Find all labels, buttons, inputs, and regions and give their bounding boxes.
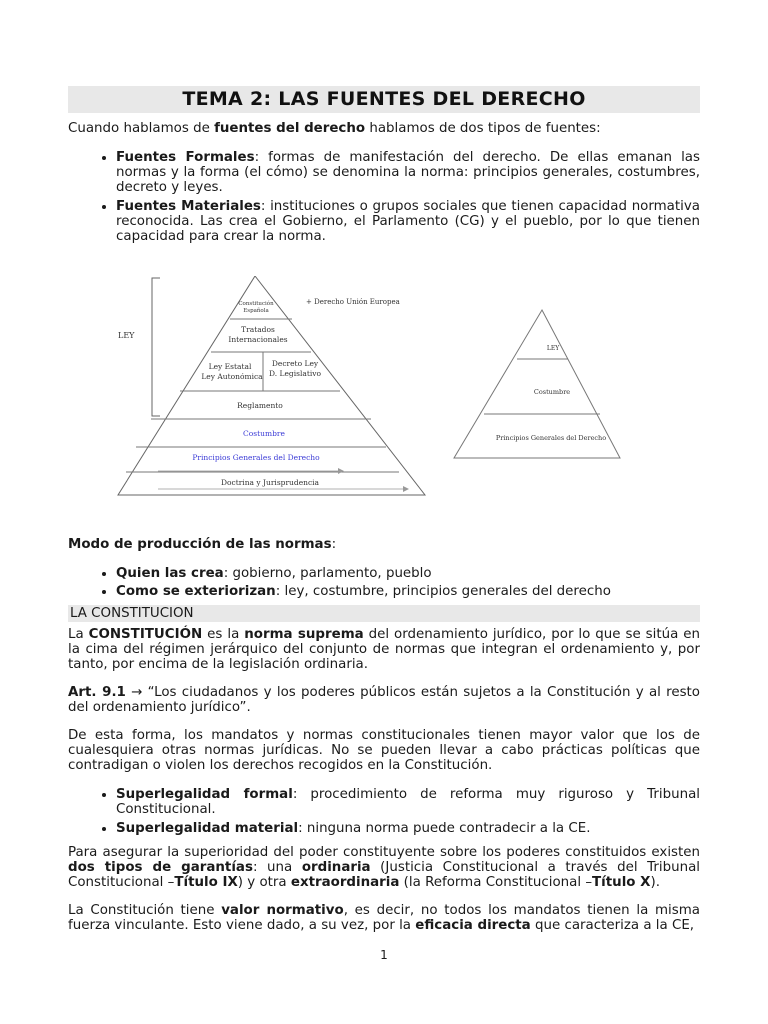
constitucion-paragraph-2: Art. 9.1 → “Los ciudadanos y los poderes públicos están sujetos a la Constitución y al resto del ordenamiento jurídico”. bbox=[68, 685, 700, 715]
list-item bbox=[116, 584, 700, 599]
level-principios: Principios Generales del Derecho bbox=[495, 434, 607, 442]
page-number: 1 bbox=[380, 948, 388, 962]
modo-heading-term: Modo de producción de las normas bbox=[68, 537, 332, 552]
document-page bbox=[68, 86, 700, 933]
constitucion-paragraph-5: La Constitución tiene valor normativo, es decir, no todos los mandatos tienen la misma fuerza vinculante. Esto viene dado, a su vez, por la eficacia directa que caracteriza a la CE, bbox=[68, 903, 700, 933]
term-norma-suprema: norma suprema bbox=[244, 627, 364, 642]
constitucion-paragraph-1: La CONSTITUCIÓN es la norma suprema del ordenamiento jurídico, por lo que se sitúa en la cima del régimen jerárquico del conjunto de normas que integran el ordenamiento y, por tanto, por encima de la legislación ordinaria. bbox=[68, 627, 700, 672]
list-item-text: : gobierno, parlamento, pueblo bbox=[223, 566, 432, 581]
pyramid-left bbox=[118, 276, 425, 495]
list-item-text: : ninguna norma puede contradecir a la CE. bbox=[298, 821, 591, 836]
intro-paragraph bbox=[68, 121, 700, 136]
list-item bbox=[116, 150, 700, 195]
level-tratados-2: Internacionales bbox=[228, 335, 288, 344]
list-item bbox=[116, 199, 700, 244]
list-item-term: Quien las crea bbox=[116, 566, 224, 581]
level-constitucion: Constitución bbox=[238, 301, 274, 307]
list-item-term: Superlegalidad material bbox=[116, 821, 299, 836]
level-reglamento: Reglamento bbox=[237, 401, 283, 410]
level-doctrina: Doctrina y Jurisprudencia bbox=[220, 478, 320, 487]
level-decreto-ley: Decreto Ley bbox=[271, 359, 319, 368]
list-item-term: Fuentes Materiales bbox=[116, 199, 261, 214]
level-tratados: Tratados bbox=[241, 325, 275, 334]
level-decreto-legislativo: D. Legislativo bbox=[268, 369, 322, 378]
constitucion-paragraph-3: De esta forma, los mandatos y normas constitucionales tienen mayor valor que los de cualesquiera otras normas jurídicas. No se pueden llevar a cabo prácticas políticas que contradigan o violen los derechos recogidos en la Constitución. bbox=[68, 728, 700, 773]
list-item bbox=[116, 787, 700, 817]
ley-bracket bbox=[152, 278, 160, 416]
fuentes-list bbox=[68, 150, 700, 244]
pyramid-left-outline bbox=[118, 276, 425, 495]
modo-list bbox=[68, 566, 700, 599]
term-art-9-1: Art. 9.1 bbox=[68, 685, 126, 700]
superlegalidad-list bbox=[68, 787, 700, 836]
modo-heading bbox=[68, 537, 700, 552]
list-item-text: : formas de manifestación del derecho. De ellas emanan las normas y la forma (el cómo) se denomina la norma: principios generales, costumbres, decreto y leyes. bbox=[116, 150, 700, 195]
term-constitucion: CONSTITUCIÓN bbox=[88, 627, 203, 642]
level-principios: Principios Generales del Derecho bbox=[192, 453, 320, 462]
section-heading: LA CONSTITUCION bbox=[68, 605, 700, 622]
ley-label: LEY bbox=[118, 331, 135, 340]
list-item-term: Como se exteriorizan bbox=[116, 584, 276, 599]
level-ley: LEY bbox=[546, 345, 560, 352]
list-item-text: : ley, costumbre, principios generales del derecho bbox=[275, 584, 611, 599]
list-item-text: : instituciones o grupos sociales que tienen capacidad normativa reconocida. Las crea el Gobierno, el Parlamento (CG) y el pueblo, por lo que tienen capacidad para crear la norma. bbox=[116, 199, 700, 244]
list-item bbox=[116, 566, 700, 581]
page-title: TEMA 2: LAS FUENTES DEL DERECHO bbox=[68, 86, 700, 113]
eu-label: + Derecho Unión Europea bbox=[306, 298, 400, 306]
intro-text: Cuando hablamos de bbox=[68, 121, 215, 136]
pyramid-figure bbox=[68, 276, 700, 538]
level-costumbre: Costumbre bbox=[243, 429, 285, 438]
modo-heading-colon: : bbox=[331, 537, 337, 552]
pyramid-right bbox=[454, 310, 620, 458]
list-item bbox=[116, 821, 700, 836]
list-item-term: Superlegalidad formal bbox=[116, 787, 293, 802]
level-ley-estatal: Ley Estatal bbox=[208, 362, 252, 371]
pyramid-diagrams bbox=[68, 276, 700, 538]
level-costumbre: Costumbre bbox=[533, 388, 571, 396]
list-item-text: : procedimiento de reforma muy riguroso y Tribunal Constitucional. bbox=[116, 787, 700, 817]
intro-term: fuentes del derecho bbox=[214, 121, 366, 136]
intro-text-end: hablamos de dos tipos de fuentes: bbox=[365, 121, 601, 136]
list-item-term: Fuentes Formales bbox=[116, 150, 255, 165]
level-ley-autonomica: Ley Autonómica bbox=[201, 372, 263, 381]
constitucion-paragraph-4: Para asegurar la superioridad del poder constituyente sobre los poderes constituidos existen dos tipos de garantías: una ordinaria (Justicia Constitucional a través del Tribunal Constitucional –Título IX) y otra extraordinaria (la Reforma Constitucional –Título X). bbox=[68, 845, 700, 890]
level-constitucion-2: Española bbox=[243, 308, 269, 314]
